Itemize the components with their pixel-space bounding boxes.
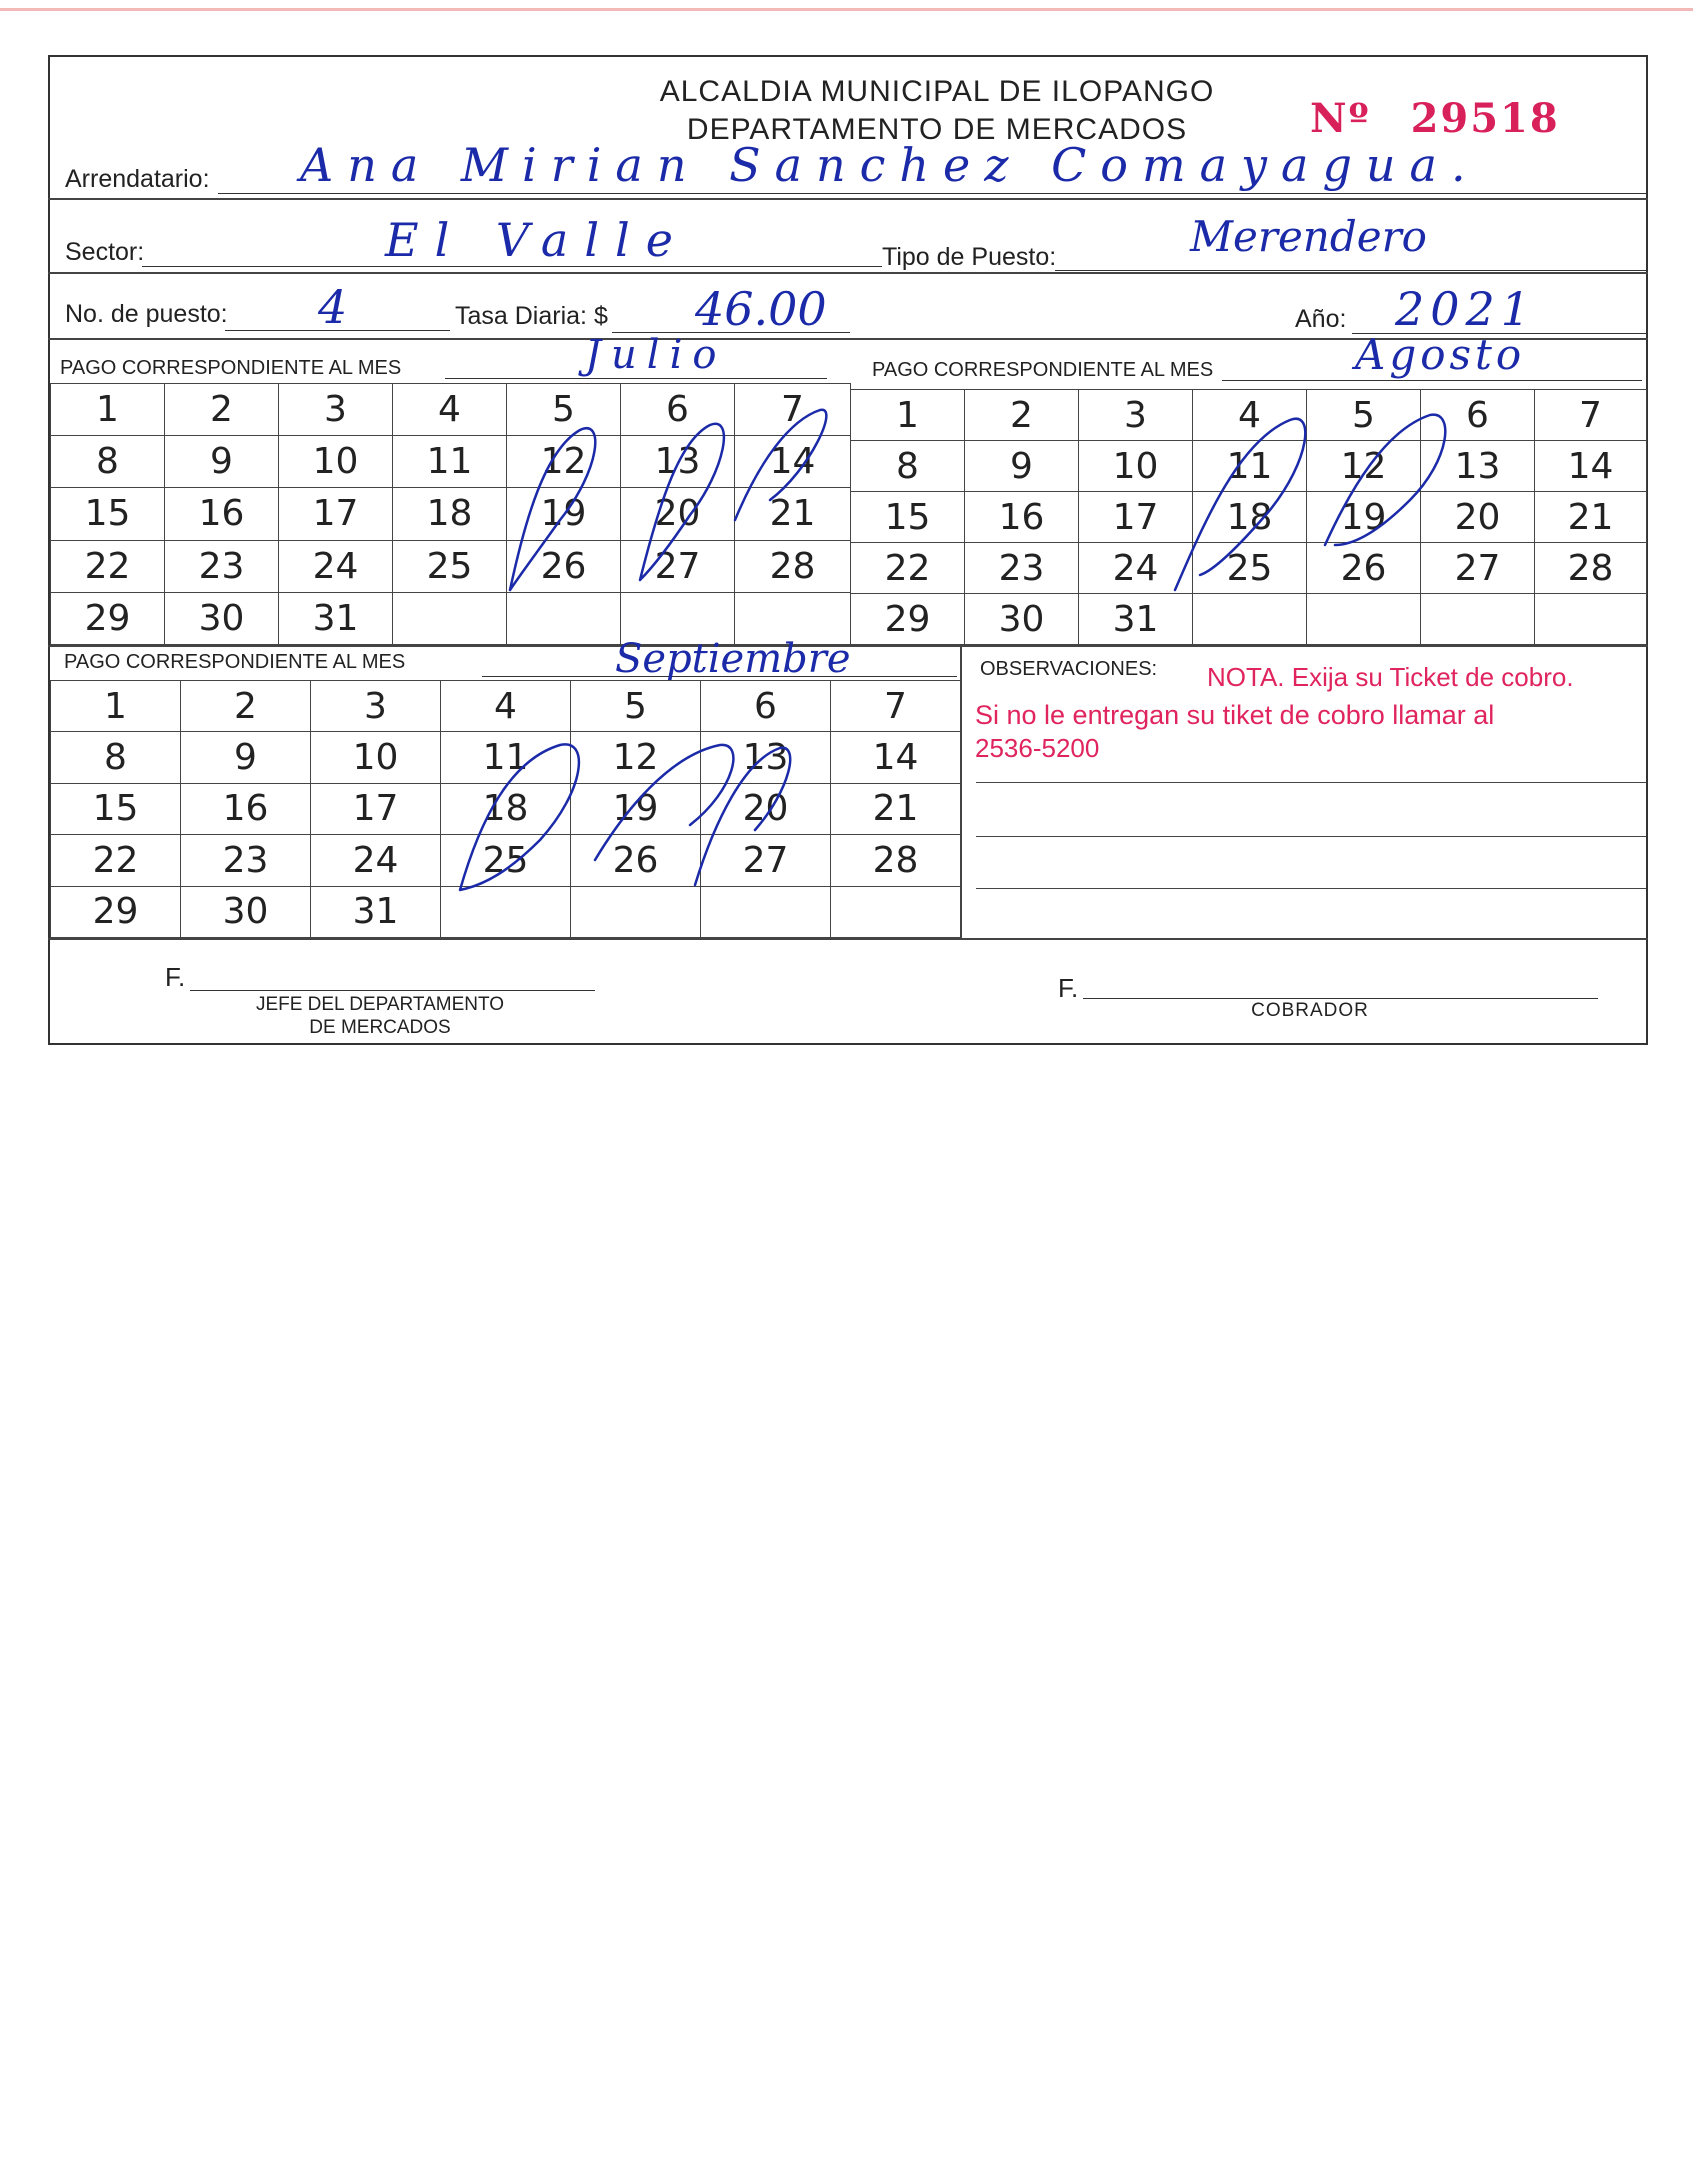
calendar-day-cell: 16	[165, 488, 279, 540]
calendar-day-cell: 13	[701, 732, 831, 783]
calendar-week	[51, 886, 961, 937]
observaciones-line	[976, 836, 1646, 837]
calendar-week	[851, 543, 1647, 594]
calendar-day-cell: 21	[831, 783, 961, 834]
calendar-julio	[50, 383, 851, 645]
calendar-day-cell: 19	[571, 783, 701, 834]
nota-ticket: NOTA. Exija su Ticket de cobro.	[1207, 662, 1574, 692]
calendar-day-cell: 16	[965, 492, 1079, 543]
calendar-week	[51, 681, 961, 732]
calendar-day-cell: 25	[1193, 543, 1307, 594]
row-divider	[48, 938, 1648, 940]
calendar-day-cell: 8	[51, 732, 181, 783]
arrendatario-label: Arrendatario:	[65, 165, 210, 193]
calendar-day-cell: 28	[831, 835, 961, 886]
calendar-day-cell: 15	[851, 492, 965, 543]
calendar-week	[851, 594, 1647, 645]
calendar-day-cell: 3	[311, 681, 441, 732]
calendar-day-cell: 3	[279, 384, 393, 436]
calendar-day-cell	[1535, 594, 1647, 645]
tipo-puesto-label: Tipo de Puesto:	[882, 243, 1057, 271]
calendar-day-cell: 22	[851, 543, 965, 594]
observaciones-line	[976, 782, 1646, 783]
calendar-day-cell: 7	[831, 681, 961, 732]
calendar-week	[51, 540, 851, 592]
month-julio-label: PAGO CORRESPONDIENTE AL MES	[60, 357, 402, 379]
calendar-day-cell: 29	[51, 886, 181, 937]
calendar-day-cell: 23	[965, 543, 1079, 594]
month-julio-underline	[445, 378, 827, 379]
month-agosto-underline	[1222, 380, 1642, 381]
calendar-day-cell: 16	[181, 783, 311, 834]
signature-jefe-caption-2: DE MERCADOS	[309, 1017, 451, 1038]
page-top-edge	[0, 8, 1693, 11]
calendar-day-cell: 2	[165, 384, 279, 436]
calendar-day-cell: 31	[311, 886, 441, 937]
calendar-day-cell: 12	[507, 436, 621, 488]
calendar-day-cell: 30	[965, 594, 1079, 645]
calendar-day-cell: 6	[701, 681, 831, 732]
calendar-day-cell: 18	[393, 488, 507, 540]
calendar-day-cell: 27	[701, 835, 831, 886]
calendar-day-cell: 11	[1193, 441, 1307, 492]
sector-label: Sector:	[65, 238, 145, 266]
calendar-day-cell: 6	[621, 384, 735, 436]
calendar-day-cell: 12	[571, 732, 701, 783]
calendar-day-cell: 14	[735, 436, 851, 488]
calendar-day-cell	[393, 592, 507, 644]
calendar-day-cell	[831, 886, 961, 937]
calendar-day-cell	[441, 886, 571, 937]
calendar-week	[51, 835, 961, 886]
calendar-day-cell: 24	[279, 540, 393, 592]
calendar-day-cell: 25	[393, 540, 507, 592]
signature-cobrador-caption: COBRADOR	[1251, 1000, 1369, 1021]
calendar-day-cell: 26	[1307, 543, 1421, 594]
calendar-day-cell: 28	[735, 540, 851, 592]
calendar-day-cell: 31	[1079, 594, 1193, 645]
calendar-day-cell: 23	[165, 540, 279, 592]
header-municipality: ALCALDIA MUNICIPAL DE ILOPANGO	[659, 75, 1215, 108]
calendar-day-cell: 6	[1421, 390, 1535, 441]
calendar-day-cell: 7	[1535, 390, 1647, 441]
folio-label: Nº	[1310, 95, 1371, 142]
calendar-week	[51, 436, 851, 488]
calendar-day-cell: 1	[51, 384, 165, 436]
calendar-day-cell: 10	[311, 732, 441, 783]
month-agosto-label: PAGO CORRESPONDIENTE AL MES	[872, 359, 1214, 381]
calendar-day-cell: 5	[507, 384, 621, 436]
sector-value: El Valle	[385, 213, 689, 267]
calendar-day-cell: 30	[165, 592, 279, 644]
calendar-day-cell: 11	[393, 436, 507, 488]
calendar-day-cell: 13	[621, 436, 735, 488]
calendar-day-cell: 31	[279, 592, 393, 644]
calendar-day-cell: 10	[279, 436, 393, 488]
calendar-day-cell: 26	[507, 540, 621, 592]
calendar-day-cell: 17	[1079, 492, 1193, 543]
calendar-day-cell: 18	[441, 783, 571, 834]
calendar-day-cell: 17	[311, 783, 441, 834]
calendar-day-cell: 9	[965, 441, 1079, 492]
anio-value: 2021	[1395, 282, 1537, 336]
calendar-week	[51, 488, 851, 540]
calendar-day-cell: 24	[311, 835, 441, 886]
row-divider	[48, 198, 1648, 200]
calendar-day-cell	[1307, 594, 1421, 645]
calendar-day-cell: 29	[51, 592, 165, 644]
calendar-day-cell: 27	[621, 540, 735, 592]
calendar-day-cell: 30	[181, 886, 311, 937]
calendar-day-cell: 20	[621, 488, 735, 540]
calendar-day-cell: 11	[441, 732, 571, 783]
calendar-day-cell: 19	[507, 488, 621, 540]
tasa-label: Tasa Diaria: $	[455, 302, 608, 330]
calendar-day-cell: 2	[181, 681, 311, 732]
observaciones-line	[976, 888, 1646, 889]
calendar-day-cell: 15	[51, 488, 165, 540]
calendar-day-cell: 4	[1193, 390, 1307, 441]
calendar-septiembre	[50, 680, 961, 938]
signature-jefe-f: F.	[165, 962, 186, 992]
calendar-week	[51, 732, 961, 783]
signature-cobrador-line	[1083, 998, 1598, 999]
calendar-day-cell: 20	[1421, 492, 1535, 543]
calendar-day-cell: 18	[1193, 492, 1307, 543]
calendar-day-cell: 29	[851, 594, 965, 645]
calendar-day-cell: 9	[165, 436, 279, 488]
header-department: DEPARTAMENTO DE MERCADOS	[686, 113, 1188, 146]
folio-number	[1310, 95, 1560, 142]
signature-jefe-caption-1: JEFE DEL DEPARTAMENTO	[255, 994, 505, 1015]
calendar-day-cell: 2	[965, 390, 1079, 441]
calendar-week	[851, 390, 1647, 441]
calendar-day-cell: 14	[831, 732, 961, 783]
month-agosto-value: Agosto	[1355, 330, 1526, 379]
calendar-day-cell: 9	[181, 732, 311, 783]
arrendatario-underline	[218, 193, 1648, 194]
month-septiembre-label: PAGO CORRESPONDIENTE AL MES	[64, 651, 406, 673]
calendar-agosto	[850, 389, 1647, 645]
calendar-day-cell: 17	[279, 488, 393, 540]
calendar-week	[51, 783, 961, 834]
calendar-day-cell	[1421, 594, 1535, 645]
nota-telefono: 2536-5200	[975, 733, 1100, 763]
calendar-day-cell: 21	[735, 488, 851, 540]
calendar-day-cell: 1	[851, 390, 965, 441]
calendar-day-cell	[701, 886, 831, 937]
folio-value: 29518	[1410, 95, 1560, 142]
calendar-day-cell: 4	[441, 681, 571, 732]
signature-cobrador-f: F.	[1058, 973, 1079, 1003]
calendar-day-cell: 3	[1079, 390, 1193, 441]
calendar-day-cell: 24	[1079, 543, 1193, 594]
row-divider	[48, 272, 1648, 274]
arrendatario-value: Ana Mirian Sanchez Comayagua.	[300, 138, 1480, 192]
calendar-day-cell: 5	[571, 681, 701, 732]
calendar-day-cell: 28	[1535, 543, 1647, 594]
nota-llamar: Si no le entregan su tiket de cobro llamar al	[975, 700, 1495, 730]
calendar-day-cell: 26	[571, 835, 701, 886]
calendar-day-cell: 8	[851, 441, 965, 492]
puesto-label: No. de puesto:	[65, 300, 228, 328]
calendar-day-cell: 15	[51, 783, 181, 834]
signature-jefe-line	[190, 990, 595, 991]
calendar-day-cell: 8	[51, 436, 165, 488]
calendar-week	[51, 384, 851, 436]
month-septiembre-value: Septiembre	[615, 636, 851, 682]
calendar-day-cell: 10	[1079, 441, 1193, 492]
calendar-day-cell: 25	[441, 835, 571, 886]
anio-label: Año:	[1295, 305, 1347, 333]
calendar-day-cell	[507, 592, 621, 644]
calendar-day-cell	[571, 886, 701, 937]
calendar-day-cell: 19	[1307, 492, 1421, 543]
calendar-day-cell: 13	[1421, 441, 1535, 492]
calendar-day-cell: 7	[735, 384, 851, 436]
tipo-puesto-underline	[1055, 270, 1648, 271]
calendar-day-cell: 21	[1535, 492, 1647, 543]
calendar-day-cell: 14	[1535, 441, 1647, 492]
calendar-day-cell: 27	[1421, 543, 1535, 594]
puesto-value: 4	[318, 280, 348, 334]
calendar-day-cell: 12	[1307, 441, 1421, 492]
calendar-day-cell: 23	[181, 835, 311, 886]
calendar-day-cell	[1193, 594, 1307, 645]
tasa-value: 46.00	[695, 282, 827, 336]
calendar-day-cell: 1	[51, 681, 181, 732]
calendar-day-cell: 22	[51, 835, 181, 886]
calendar-week	[851, 492, 1647, 543]
tipo-puesto-value: Merendero	[1190, 212, 1427, 261]
calendar-day-cell: 20	[701, 783, 831, 834]
observaciones-label: OBSERVACIONES:	[980, 658, 1158, 680]
calendar-week	[851, 441, 1647, 492]
calendar-day-cell: 5	[1307, 390, 1421, 441]
calendar-day-cell: 22	[51, 540, 165, 592]
month-julio-value: Julio	[585, 332, 727, 378]
calendar-day-cell: 4	[393, 384, 507, 436]
